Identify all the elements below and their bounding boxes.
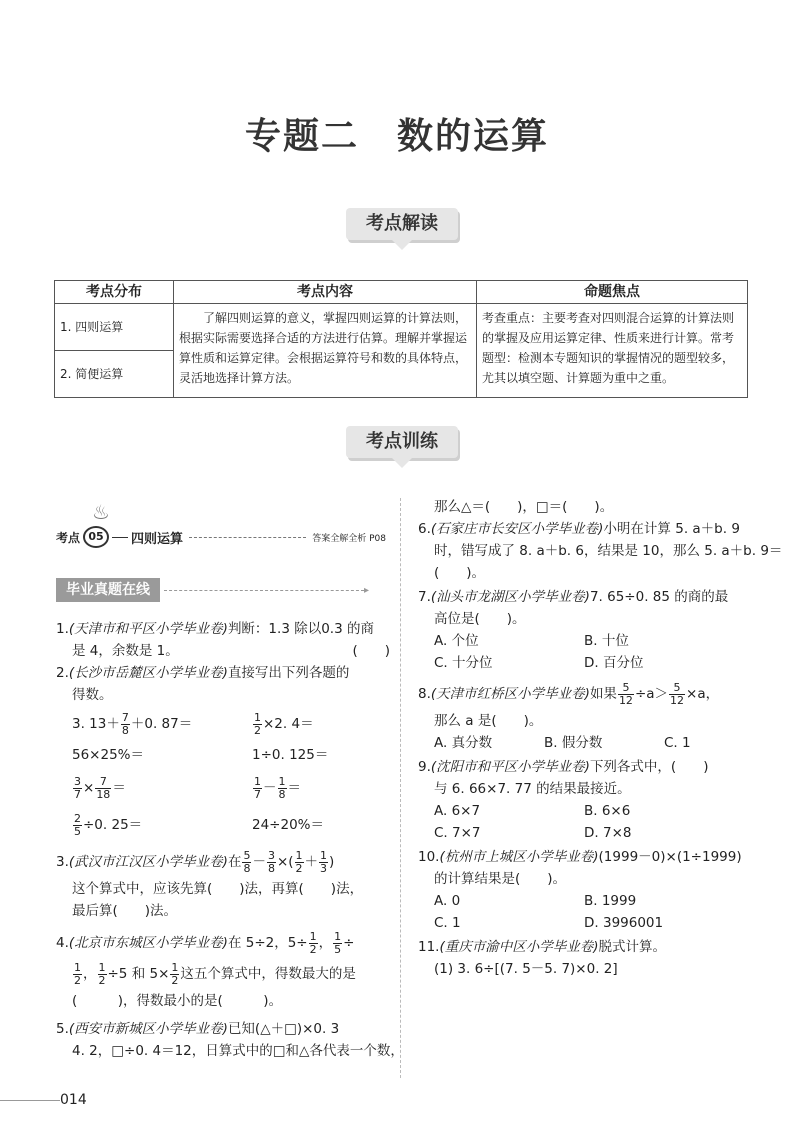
- calc-item: 56×25%＝: [72, 747, 144, 763]
- option[interactable]: B. 6×6: [584, 803, 631, 819]
- option[interactable]: B. 十位: [584, 633, 629, 649]
- banner: [56, 578, 369, 602]
- options: [418, 800, 754, 844]
- option[interactable]: B. 1999: [584, 893, 637, 909]
- question-text: ( )。: [434, 565, 486, 581]
- question-text: 4. 2，□÷0. 4＝12，日算式中的□和△各代表一个数，: [72, 1043, 404, 1059]
- question-text: 最后算( )法。: [72, 903, 178, 919]
- question-text: ( )，得数最小的是( )。: [72, 993, 283, 1009]
- options: [418, 630, 754, 674]
- question-1: [56, 618, 390, 662]
- flame-icon: ♨: [92, 500, 110, 524]
- calc-item: $\frac{3}{7}$ × $\frac{7}{18}$ ＝: [74, 774, 126, 801]
- calc-item: 1÷0. 125＝: [252, 747, 329, 763]
- options: [418, 890, 754, 934]
- question-source: (西安市新城区小学毕业卷): [68, 1021, 228, 1037]
- question-5: 5.(西安市新城区小学毕业卷)已知(△＋□)×0. 3 4. 2，□÷0. 4＝12，日算式中的□和△各代表一个数，: [56, 1018, 390, 1062]
- option[interactable]: C. 1: [434, 915, 461, 931]
- question-3: 3. (武汉市江汉区小学毕业卷) 在 $\frac{5}{8}$ － $\frac{3}{8}$ × ( $\frac{1}{2}$ ＋ $\frac{1}{3}$ ) 这个算式中，应该先算( )法，再算( )法， 最后算( )法。: [56, 846, 390, 922]
- footer-rule: [0, 1100, 60, 1101]
- option[interactable]: D. 3996001: [584, 915, 664, 931]
- question-number: 2.: [56, 665, 69, 681]
- page-number: 014: [60, 1092, 87, 1108]
- question-text: 时，错写成了 8. a＋b. 6，结果是 10，那么 5. a＋b. 9＝: [434, 543, 783, 559]
- table-header: 考点内容: [174, 281, 477, 304]
- answer-reference: 答案全解全析 P08: [312, 533, 386, 544]
- question-2: [56, 662, 390, 842]
- question-text: 那么△＝( )，□＝( )。: [434, 499, 614, 515]
- column-divider: [400, 498, 401, 1078]
- calc-item: $\frac{1}{7}$ － $\frac{1}{8}$ ＝: [254, 774, 301, 801]
- question-text: 的计算结果是( )。: [434, 871, 567, 887]
- question-text: 直接写出下列各题的: [227, 665, 350, 681]
- question-text: 那么 a 是( )。: [434, 713, 543, 729]
- question-text: 得数。: [72, 687, 113, 703]
- option[interactable]: C. 1: [664, 735, 691, 751]
- calc-item: $\frac{1}{2}$ ×2. 4＝: [254, 710, 314, 737]
- table-row: [55, 304, 748, 351]
- option[interactable]: A. 6×7: [434, 803, 481, 819]
- question-text: (1) 3. 6÷[(7. 5－5. 7)×0. 2]: [434, 961, 618, 977]
- option[interactable]: B. 假分数: [544, 735, 603, 751]
- dashed-leader: [189, 537, 306, 538]
- topic-number-badge: 05: [83, 526, 109, 548]
- option[interactable]: D. 7×8: [584, 825, 632, 841]
- question-text: 是 4，余数是 1。: [72, 643, 179, 659]
- pill-arrow-icon: [392, 458, 412, 468]
- question-text: 这个算式中，应该先算( )法，再算( )法，: [72, 881, 364, 897]
- question-source: (天津市红桥区小学毕业卷): [430, 686, 590, 702]
- question-source: (沈阳市和平区小学毕业卷): [430, 759, 590, 775]
- question-source: (天津市和平区小学毕业卷): [68, 621, 228, 637]
- table-cell: 1. 四则运算: [55, 304, 174, 351]
- table-cell-content: 了解四则运算的意义，掌握四则运算的计算法则，根据实际需要选择合适的方法进行估算。理解并掌握运算性质和运算定律。会根据运算符号和数的具体特点，灵活地选择计算方法。: [174, 304, 477, 398]
- section-heading-training: 考点训练: [346, 426, 458, 458]
- question-text: 判断：1.3 除以0.3 的商: [227, 621, 374, 637]
- question-6: 6.(石家庄市长安区小学毕业卷)小明在计算 5. a＋b. 9 时，错写成了 8. a＋b. 6，结果是 10，那么 5. a＋b. 9＝ ( )。: [418, 518, 754, 584]
- topic-distribution-table: [54, 280, 748, 398]
- table-header: 命题焦点: [477, 281, 748, 304]
- banner-label: 毕业真题在线: [56, 578, 160, 602]
- calc-item: 24÷20%＝: [252, 817, 324, 833]
- option[interactable]: C. 十分位: [434, 655, 493, 671]
- pill-arrow-icon: [392, 240, 412, 250]
- question-source: (汕头市龙湖区小学毕业卷): [430, 589, 590, 605]
- question-source: (杭州市上城区小学毕业卷): [439, 849, 599, 865]
- left-column: [56, 618, 404, 1062]
- question-text: 高位是( )。: [434, 611, 526, 627]
- question-number: 1.: [56, 621, 69, 637]
- calc-item: $\frac{2}{5}$ ÷0. 25＝: [74, 811, 143, 838]
- line-divider: [112, 537, 128, 538]
- table-header: 考点分布: [55, 281, 174, 304]
- table-cell: 2. 简便运算: [55, 351, 174, 398]
- question-10: 10.(杭州市上城区小学毕业卷)(1999－0)×(1÷1999) 的计算结果是( )。 A. 0 B. 1999 C. 1 D. 3996001: [418, 846, 754, 934]
- question-source: (北京市东城区小学毕业卷): [68, 935, 228, 951]
- arrow-right-icon: ▸: [364, 584, 370, 596]
- option[interactable]: A. 0: [434, 893, 461, 909]
- topic-label: 考点: [56, 530, 81, 545]
- question-7: 7.(汕头市龙湖区小学毕业卷)7. 65÷0. 85 的商的最 高位是( )。 A. 个位 B. 十位 C. 十分位 D. 百分位: [418, 586, 754, 674]
- right-column: [418, 496, 783, 980]
- question-text: 与 6. 66×7. 77 的结果最接近。: [434, 781, 631, 797]
- question-source: (重庆市渝中区小学毕业卷): [439, 939, 599, 955]
- table-cell-focus: 考查重点：主要考查对四则混合运算的计算法则的掌握及应用运算定律、性质来进行计算。常考题型：检测本专题知识的掌握情况的题型较多，尤其以填空题、计算题为重中之重。: [477, 304, 748, 398]
- option[interactable]: D. 百分位: [584, 655, 644, 671]
- question-source: (长沙市岳麓区小学毕业卷): [68, 665, 228, 681]
- question-4: 4. (北京市东城区小学毕业卷) 在 5÷2，5÷ $\frac{1}{2}$ ， $\frac{1}{5}$ ÷ $\frac{1}{2}$ ， $\frac{1}{2}$ ÷5 和 5× $\frac{1}{2}$ 这五个算式中，得数最大的是 ( )，得数最小的是( )。: [56, 928, 390, 1012]
- page-title: 专题二 数的运算: [244, 116, 549, 157]
- banner-dashed-line: [164, 590, 364, 591]
- section-heading-interpretation: 考点解读: [346, 208, 458, 240]
- options: [418, 732, 754, 754]
- question-8: 8. (天津市红桥区小学毕业卷) 如果 $\frac{5}{12}$ ÷a＞ $\frac{5}{12}$ ×a， 那么 a 是( )。 A. 真分数 B. 假分数 C. 1: [418, 678, 754, 754]
- calc-item: 3. 13＋ $\frac{7}{8}$ ＋0. 87＝: [72, 710, 193, 737]
- question-11: 11.(重庆市渝中区小学毕业卷)脱式计算。 (1) 3. 6÷[(7. 5－5. 7)×0. 2]: [418, 936, 754, 980]
- question-source: (石家庄市长安区小学毕业卷): [430, 521, 604, 537]
- topic-header: [56, 526, 386, 548]
- question-source: (武汉市江汉区小学毕业卷): [68, 854, 228, 870]
- option[interactable]: A. 个位: [434, 633, 479, 649]
- question-9: 9.(沈阳市和平区小学毕业卷)下列各式中，( ) 与 6. 66×7. 77 的结果最接近。 A. 6×7 B. 6×6 C. 7×7 D. 7×8: [418, 756, 754, 844]
- topic-name: 四则运算: [131, 531, 184, 547]
- answer-blank: ( ): [352, 643, 390, 659]
- option[interactable]: C. 7×7: [434, 825, 481, 841]
- table-header-row: [55, 281, 748, 304]
- calc-grid: [56, 708, 390, 842]
- option[interactable]: A. 真分数: [434, 735, 493, 751]
